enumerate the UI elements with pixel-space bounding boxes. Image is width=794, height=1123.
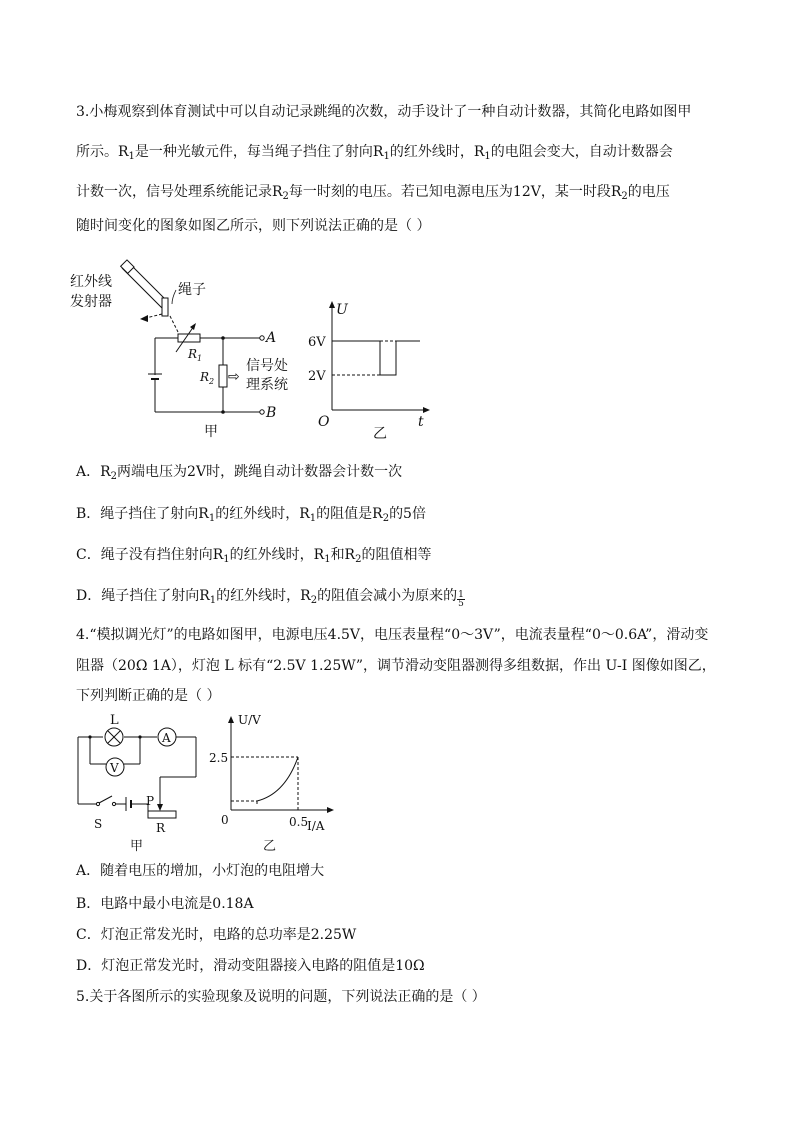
emitter-label-2: 发射器 xyxy=(70,294,112,310)
q4-option-b: B．电路中最小电流是0.18A xyxy=(76,896,254,912)
q3-stem-line-2: 所示。$R_1$是一种光敏元件，每当绳子挡住了射向$R_1$的红外线时，$R_1$的电阻会变大，自动计数器会 xyxy=(76,144,673,162)
infrared-emitter-icon xyxy=(121,260,168,308)
svg-text:V: V xyxy=(110,761,119,775)
q3-option-c: C．绳子没有挡住射向$R_1$的红外线时，$R_1$和$R_2$的阻值相等 xyxy=(76,547,432,565)
q4-option-c: C．灯泡正常发光时，电路的总功率是2.25W xyxy=(76,927,357,943)
slider-label: P xyxy=(146,794,155,808)
lamp-label: L xyxy=(110,713,119,728)
q5-stem-line-1: 5.关于各图所示的实验现象及说明的问题，下列说法正确的是（ ） xyxy=(76,989,486,1005)
r1-resistor-icon xyxy=(178,334,200,342)
ammeter-icon xyxy=(158,728,176,746)
q4-option-d: D．灯泡正常发光时，滑动变阻器接入电路的阻值是10Ω xyxy=(76,958,425,974)
q4-stem-line-1: 4.“模拟调光灯”的电路如图甲，电源电压4.5V，电压表量程“0～3V”，电流表量程“0～0.6A”，滑动变 xyxy=(76,627,709,643)
caption-right: 乙 xyxy=(263,839,277,854)
caption-right: 乙 xyxy=(373,426,387,442)
q3-stem-line-1: 3.小梅观察到体育测试中可以自动记录跳绳的次数，动手设计了一种自动计数器，其简化电路如图甲 xyxy=(76,104,692,120)
graph-origin: O xyxy=(318,414,330,430)
graph-x-label: t xyxy=(418,414,424,430)
q4-ui-graph xyxy=(205,712,345,857)
graph-x-label: I/A xyxy=(307,819,325,833)
q3-option-a: A．$R_2$两端电压为2V时，跳绳自动计数器会计数一次 xyxy=(76,464,403,482)
signal-label-2: 理系统 xyxy=(246,377,288,393)
terminal-b: B xyxy=(266,405,277,421)
tick-y-2-5: 2.5 xyxy=(209,751,229,765)
q3-option-b: B．绳子挡住了射向$R_1$的红外线时，$R_1$的阻值是$R_2$的5倍 xyxy=(76,506,426,524)
fraction-one-fifth: $\frac{1}{5}$ xyxy=(458,590,464,609)
rope-label: 绳子 xyxy=(178,282,206,298)
graph-y-label: U xyxy=(336,302,348,318)
caption-left: 甲 xyxy=(204,424,218,440)
r2-label: $R_2$ xyxy=(200,370,215,386)
lamp-icon xyxy=(105,728,123,746)
switch-label: S xyxy=(94,817,103,831)
battery-icon xyxy=(126,797,131,811)
ui-curve xyxy=(257,757,298,801)
caption-left: 甲 xyxy=(130,839,144,854)
q4-stem-line-3: 下列判断正确的是（ ） xyxy=(76,688,221,704)
r1-label: $R_1$ xyxy=(188,347,203,363)
tick-x-0-5: 0.5 xyxy=(289,815,309,829)
rope-icon xyxy=(162,298,168,316)
rheostat-label: R xyxy=(156,821,166,835)
q4-stem-line-2: 阻器（20Ω 1A），灯泡 L 标有“2.5V 1.25W”，调节滑动变阻器测得多组数据，作出 U-I 图像如图乙， xyxy=(76,658,716,674)
rheostat-icon xyxy=(148,811,176,818)
switch-icon xyxy=(96,796,115,806)
emitter-label-1: 红外线 xyxy=(70,274,112,290)
tick-6v: 6V xyxy=(308,335,326,350)
tick-2v: 2V xyxy=(308,369,326,384)
q3-option-d: D．绳子挡住了射向$R_1$的红外线时，$R_2$的阻值会减小为原来的 $\frac{1}{5}$ xyxy=(76,588,464,609)
signal-label-1: 信号处 xyxy=(246,358,288,374)
q3-circuit-figure xyxy=(60,262,290,442)
q3-stem-line-4: 随时间变化的图象如图乙所示，则下列说法正确的是（ ） xyxy=(76,218,431,234)
graph-origin: 0 xyxy=(221,813,229,827)
graph-y-label: U/V xyxy=(238,713,261,727)
q3-stem-line-3: 计数一次，信号处理系统能记录$R_2$每一时刻的电压。若已知电源电压为12V，某一时段$R_2$的电压 xyxy=(76,184,670,202)
voltmeter-icon xyxy=(106,758,124,776)
terminal-a: A xyxy=(266,330,277,346)
voltage-trace xyxy=(332,341,420,375)
svg-text:A: A xyxy=(162,731,171,745)
q3-ut-graph xyxy=(300,298,440,442)
r2-resistor-icon xyxy=(219,365,227,387)
arrow-icon: ⇨ xyxy=(228,369,240,385)
q4-option-a: A．随着电压的增加，小灯泡的电阻增大 xyxy=(76,863,325,879)
q4-circuit-figure xyxy=(68,712,218,857)
